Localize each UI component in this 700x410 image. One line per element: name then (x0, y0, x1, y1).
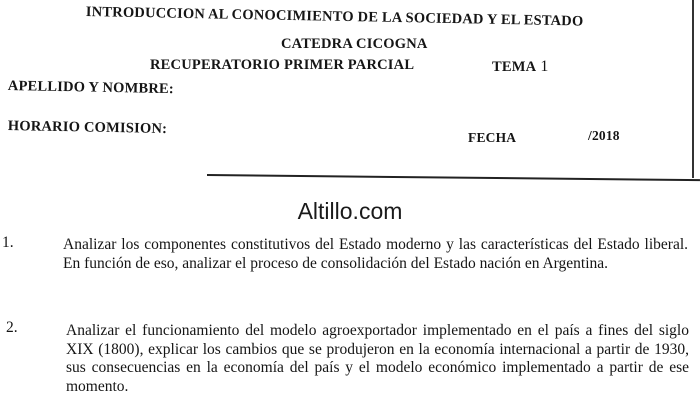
exam-name: RECUPERATORIO PRIMER PARCIAL (150, 57, 415, 73)
question-number: 2. (6, 319, 18, 336)
watermark: Altillo.com (297, 198, 403, 224)
header-divider (207, 174, 700, 181)
name-label: APELLIDO Y NOMBRE: (7, 78, 175, 98)
date-year: /2018 (588, 128, 620, 143)
chair-name: CATEDRA CICOGNA (281, 36, 428, 52)
question-number: 1. (2, 234, 14, 251)
date-label: FECHA (468, 130, 517, 145)
tema-number: 1 (540, 58, 549, 75)
question-text: Analizar los componentes constitutivos del Estado moderno y las características del Estado liberal. En función de eso, analizar el proceso de consolidación del Estado nación en Argentina. (63, 236, 688, 272)
tema-label: TEMA (492, 59, 537, 75)
tema-field (492, 58, 549, 76)
header-border-right (692, 0, 694, 178)
course-title: INTRODUCCION AL CONOCIMIENTO DE LA SOCIEDAD Y EL ESTADO (85, 4, 584, 30)
question-text: Analizar el funcionamiento del modelo agroexportador implementado en el país a fines del siglo XIX (1800), explicar los cambios que se produjeron en la economía internacional a partir de 1930, sus consecuencias en la economía del país y el modelo económico implementado a partir de ese momento. (66, 322, 689, 395)
schedule-label: HORARIO COMISION: (7, 118, 168, 138)
